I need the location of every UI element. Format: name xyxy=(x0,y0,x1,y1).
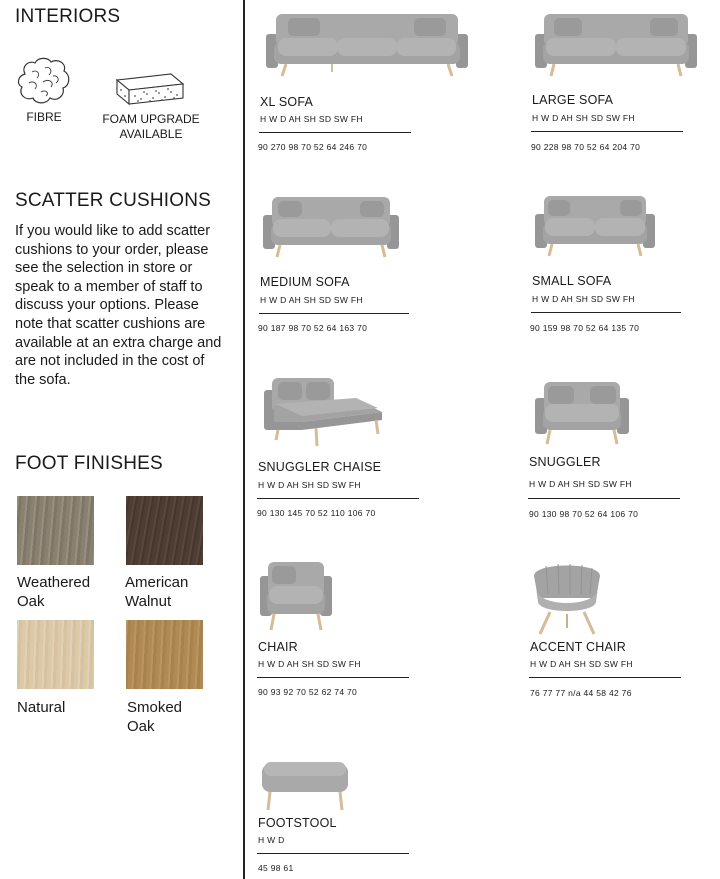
chair-name: CHAIR xyxy=(258,640,298,654)
swatch-smoked-oak xyxy=(126,620,203,689)
medium-sofa-image xyxy=(260,193,402,261)
finish-label-smoked-oak: Smoked Oak xyxy=(127,699,183,735)
scatter-cushions-text: If you would like to add scatter cushions to your order, please see the selection in store or speak to a member of staff to discuss your options. Please note that scatter cushions are available at an extra charge and are not included in the cost of the sofa. xyxy=(15,223,222,388)
footstool-rule xyxy=(257,853,409,854)
footstool-image xyxy=(260,760,350,814)
large-sofa-dims: H W D AH SH SD SW FH xyxy=(532,113,635,123)
xl-sofa-dims: H W D AH SH SD SW FH xyxy=(260,114,363,124)
large-sofa-image xyxy=(532,10,700,80)
xl-sofa-name: XL SOFA xyxy=(260,95,314,109)
medium-sofa-rule xyxy=(259,313,409,314)
footstool-values: 45 98 61 xyxy=(258,863,294,873)
snuggler-chaise-name: SNUGGLER CHAISE xyxy=(258,460,382,474)
small-sofa-dims: H W D AH SH SD SW FH xyxy=(532,294,635,304)
interiors-fibre-label: FIBRE xyxy=(26,110,62,124)
chair-dims: H W D AH SH SD SW FH xyxy=(258,659,361,669)
chair-values: 90 93 92 70 52 62 74 70 xyxy=(258,687,358,697)
accent-chair-values: 76 77 77 n/a 44 58 42 76 xyxy=(530,688,632,698)
scatter-cushions-title: SCATTER CUSHIONS xyxy=(15,190,212,211)
large-sofa-values: 90 228 98 70 52 64 204 70 xyxy=(531,142,641,152)
finish-label-natural: Natural xyxy=(17,699,66,716)
accent-chair-image xyxy=(528,558,606,636)
medium-sofa-name: MEDIUM SOFA xyxy=(260,275,350,289)
footstool-name: FOOTSTOOL xyxy=(258,816,337,830)
snuggler-name: SNUGGLER xyxy=(529,455,601,469)
snuggler-dims: H W D AH SH SD SW FH xyxy=(529,479,632,489)
foam-block-icon xyxy=(111,70,187,106)
small-sofa-image xyxy=(532,192,658,260)
snuggler-image xyxy=(532,378,632,450)
snuggler-chaise-rule xyxy=(257,498,419,499)
xl-sofa-image xyxy=(262,8,472,80)
small-sofa-values: 90 159 98 70 52 64 135 70 xyxy=(530,323,640,333)
accent-chair-rule xyxy=(529,677,681,678)
snuggler-chaise-values: 90 130 145 70 52 110 106 70 xyxy=(257,508,376,518)
chair-rule xyxy=(257,677,409,678)
chair-image xyxy=(258,560,334,636)
snuggler-chaise-dims: H W D AH SH SD SW FH xyxy=(258,480,361,490)
xl-sofa-values: 90 270 98 70 52 64 246 70 xyxy=(258,142,368,152)
snuggler-chaise-image xyxy=(262,374,386,450)
medium-sofa-values: 90 187 98 70 52 64 163 70 xyxy=(258,323,368,333)
xl-sofa-rule xyxy=(259,132,411,133)
accent-chair-name: ACCENT CHAIR xyxy=(530,640,626,654)
snuggler-rule xyxy=(528,498,680,499)
large-sofa-name: LARGE SOFA xyxy=(532,93,614,107)
small-sofa-name: SMALL SOFA xyxy=(532,274,612,288)
interiors-foam-label: FOAM UPGRADE AVAILABLE xyxy=(102,112,200,141)
swatch-natural xyxy=(17,620,94,689)
snuggler-values: 90 130 98 70 52 64 106 70 xyxy=(529,509,639,519)
finish-label-weathered-oak: Weathered Oak xyxy=(17,574,91,610)
column-divider xyxy=(243,0,245,879)
swatch-american-walnut xyxy=(126,496,203,565)
accent-chair-dims: H W D AH SH SD SW FH xyxy=(530,659,633,669)
foot-finishes-title: FOOT FINISHES xyxy=(15,453,163,474)
fibre-icon xyxy=(15,56,73,106)
swatch-weathered-oak xyxy=(17,496,94,565)
finish-label-american-walnut: American Walnut xyxy=(125,574,189,610)
medium-sofa-dims: H W D AH SH SD SW FH xyxy=(260,295,363,305)
large-sofa-rule xyxy=(531,131,683,132)
small-sofa-rule xyxy=(531,312,681,313)
interiors-title: INTERIORS xyxy=(15,6,121,27)
footstool-dims: H W D xyxy=(258,835,285,845)
